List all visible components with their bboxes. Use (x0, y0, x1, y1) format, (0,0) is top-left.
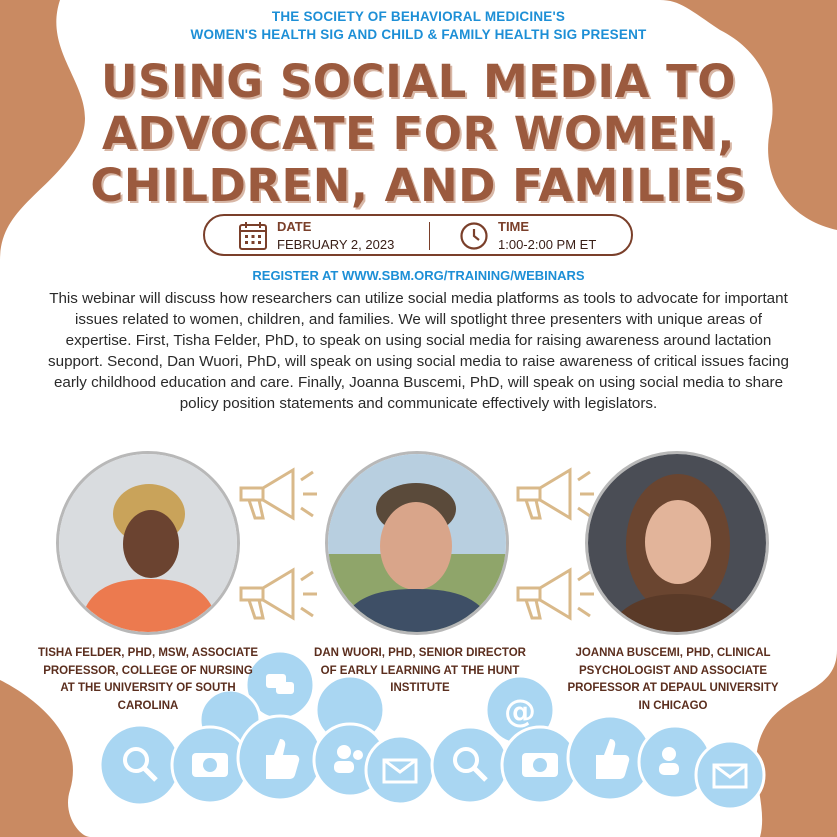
date-time-pill (203, 214, 633, 256)
date-value: FEBRUARY 2, 2023 (277, 237, 395, 252)
title-line-2: ADVOCATE FOR WOMEN, (102, 107, 735, 160)
search-bubble-icon (100, 725, 180, 805)
speaker-caption-joanna: JOANNA BUSCEMI, PHD, CLINICAL PSYCHOLOGIST AND ASSOCIATE PROFESSOR AT DEPAUL UNIVERSITY IN CHICAGO (567, 647, 779, 712)
photo-placeholder (588, 454, 766, 632)
speaker-photo-joanna (585, 451, 769, 635)
time-label: TIME (498, 219, 530, 234)
megaphone-icon (233, 460, 323, 530)
title-line-3: CHILDREN, AND FAMILIES (90, 159, 747, 212)
clock-icon (459, 221, 489, 251)
description: This webinar will discuss how researchers can utilize social media platforms as tools to advocate for important issues related to women, children, and families. We will spotlight three presenters with unique areas of expertise. First, Tisha Felder, PhD, to speak on using social media for raising awareness around lactation support. Second, Dan Wuori, PhD, will speak on using social media to raise awareness of critical issues facing early childhood education and care. Finally, Joanna Buscemi, PhD, will speak on using social media to share policy position statements and communicate effectively with legislators. (48, 290, 789, 412)
megaphone-icon (510, 560, 600, 630)
megaphone-icon (510, 460, 600, 530)
mail-bubble-icon-2 (696, 741, 764, 809)
title-line-1: USING SOCIAL MEDIA TO (100, 55, 737, 108)
photo-placeholder (59, 454, 237, 632)
register-link[interactable]: REGISTER AT WWW.SBM.ORG/TRAINING/WEBINARS (252, 268, 585, 283)
header-line-2: WOMEN'S HEALTH SIG AND CHILD & FAMILY HEALTH SIG PRESENT (190, 27, 647, 42)
speaker-caption-dan: DAN WUORI, PHD, SENIOR DIRECTOR OF EARLY LEARNING AT THE HUNT INSTITUTE (314, 647, 526, 694)
search-bubble-icon-2 (432, 727, 508, 803)
mail-bubble-icon (366, 736, 434, 804)
header-line-1: THE SOCIETY OF BEHAVIORAL MEDICINE'S (271, 9, 566, 24)
photo-placeholder (328, 454, 506, 632)
megaphone-icon (233, 560, 323, 630)
speaker-photo-tisha (56, 451, 240, 635)
svg-text:@: @ (504, 692, 536, 730)
speaker-caption-tisha: TISHA FELDER, PHD, MSW, ASSOCIATE PROFESSOR, COLLEGE OF NURSING AT THE UNIVERSITY OF SOUTH CAROLINA (38, 647, 258, 712)
calendar-icon (237, 220, 269, 252)
pill-divider (429, 222, 430, 250)
date-label: DATE (277, 219, 312, 234)
speaker-photo-dan (325, 451, 509, 635)
time-value: 1:00-2:00 PM ET (498, 237, 597, 252)
